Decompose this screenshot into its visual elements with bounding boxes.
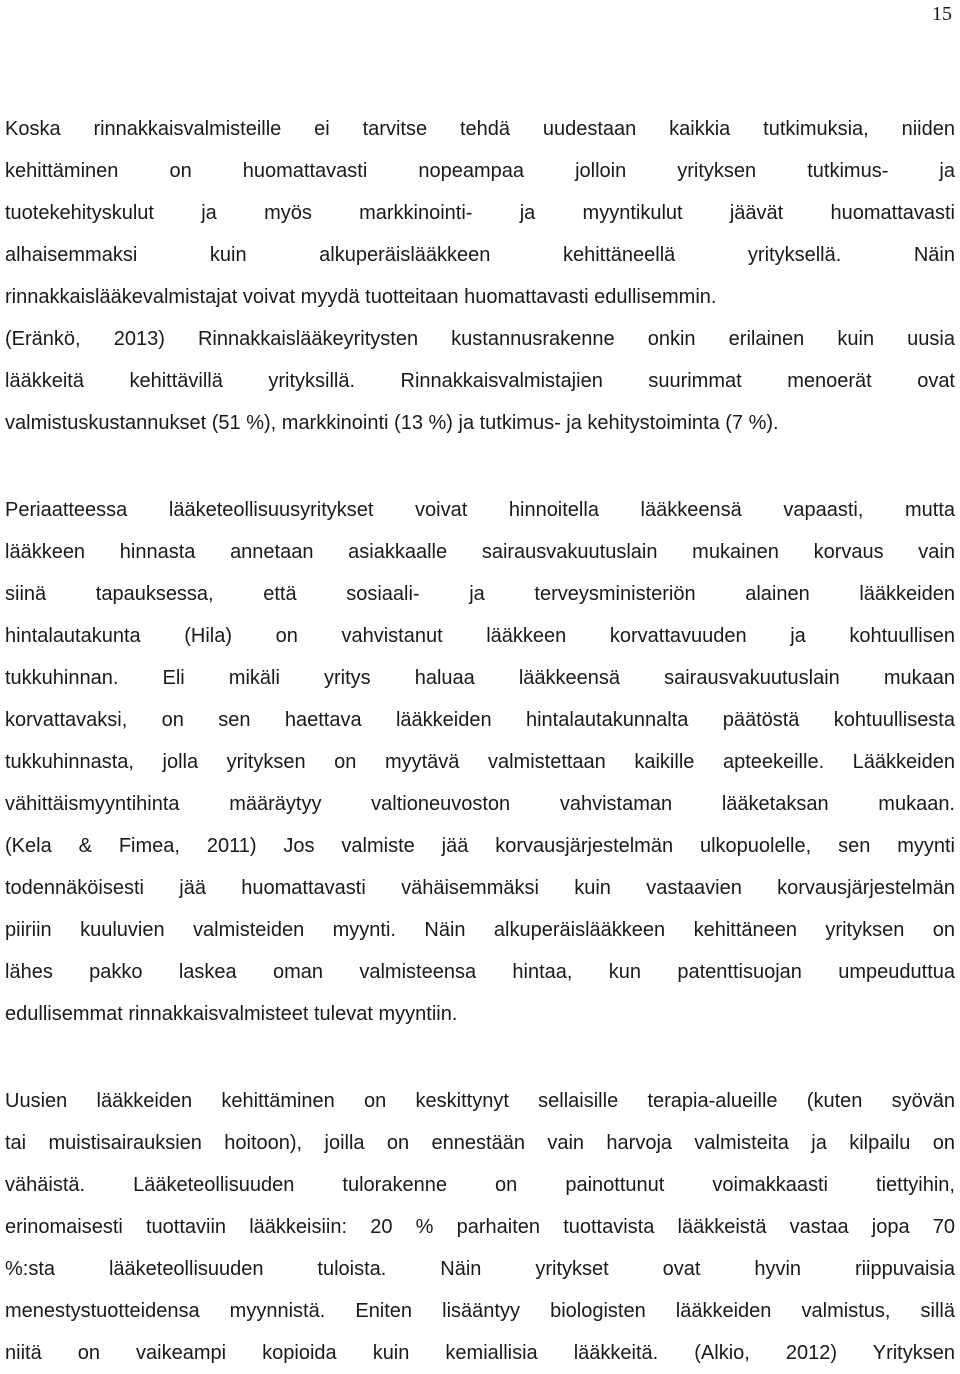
- paragraph-generics-costs: [5, 108, 955, 444]
- text-line: todennäköisesti jää huomattavasti vähäisemmäksi kuin vastaavien korvausjärjestelmän: [5, 877, 955, 899]
- text-line: menestystuotteidensa myynnistä. Eniten lisääntyy biologisten lääkkeiden valmistus, sillä: [5, 1300, 955, 1322]
- text-line: kehittäminen on huomattavasti nopeampaa jolloin yrityksen tutkimus- ja: [5, 160, 955, 182]
- text-line: (Kela & Fimea, 2011) Jos valmiste jää korvausjärjestelmän ulkopuolelle, sen myynti: [5, 835, 955, 857]
- text-line: Koska rinnakkaisvalmisteille ei tarvitse tehdä uudestaan kaikkia tutkimuksia, niiden: [5, 118, 955, 140]
- page-number: 15: [932, 3, 952, 25]
- text-line: edullisemmat rinnakkaisvalmisteet tulevat myyntiin.: [5, 1003, 458, 1025]
- text-line: niitä on vaikeampi kopioida kuin kemiallisia lääkkeitä. (Alkio, 2012) Yrityksen: [5, 1342, 955, 1364]
- text-line: alhaisemmaksi kuin alkuperäislääkkeen kehittäneellä yrityksellä. Näin: [5, 244, 955, 266]
- text-line: hintalautakunta (Hila) on vahvistanut lääkkeen korvattavuuden ja kohtuullisen: [5, 625, 955, 647]
- text-line: erinomaisesti tuottaviin lääkkeisiin: 20 % parhaiten tuottavista lääkkeistä vastaa jopa 70: [5, 1216, 955, 1238]
- paragraph-new-drugs: [5, 1080, 955, 1374]
- text-line: tai muistisairauksien hoitoon), joilla on ennestään vain harvoja valmisteita ja kilpailu on: [5, 1132, 955, 1154]
- text-line: tukkuhinnan. Eli mikäli yritys haluaa lääkkeensä sairausvakuutuslain mukaan: [5, 667, 955, 689]
- text-line: Periaatteessa lääketeollisuusyritykset voivat hinnoitella lääkkeensä vapaasti, mutta: [5, 499, 955, 521]
- text-line: vähäistä. Lääketeollisuuden tulorakenne on painottunut voimakkaasti tiettyihin,: [5, 1174, 955, 1196]
- text-line: (Eränkö, 2013) Rinnakkaislääkeyritysten kustannusrakenne onkin erilainen kuin uusia: [5, 328, 955, 350]
- text-line: lääkkeitä kehittävillä yrityksillä. Rinnakkaisvalmistajien suurimmat menoerät ovat: [5, 370, 955, 392]
- text-line: tuotekehityskulut ja myös markkinointi- ja myyntikulut jäävät huomattavasti: [5, 202, 955, 224]
- text-line: Uusien lääkkeiden kehittäminen on keskittynyt sellaisille terapia-alueille (kuten syövän: [5, 1090, 955, 1112]
- text-line: lääkkeen hinnasta annetaan asiakkaalle sairausvakuutuslain mukainen korvaus vain: [5, 541, 955, 563]
- text-line: vähittäismyyntihinta määräytyy valtioneuvoston vahvistaman lääketaksan mukaan.: [5, 793, 955, 815]
- text-line: valmistuskustannukset (51 %), markkinointi (13 %) ja tutkimus- ja kehitystoiminta (7 %).: [5, 412, 779, 434]
- text-line: rinnakkaislääkevalmistajat voivat myydä tuotteitaan huomattavasti edullisemmin.: [5, 286, 717, 308]
- text-line: tukkuhinnasta, jolla yrityksen on myytävä valmistettaan kaikille apteekeille. Lääkkeiden: [5, 751, 955, 773]
- text-line: siinä tapauksessa, että sosiaali- ja terveysministeriön alainen lääkkeiden: [5, 583, 955, 605]
- text-line: korvattavaksi, on sen haettava lääkkeiden hintalautakunnalta päätöstä kohtuullisesta: [5, 709, 955, 731]
- text-line: piiriin kuuluvien valmisteiden myynti. Näin alkuperäislääkkeen kehittäneen yrityksen on: [5, 919, 955, 941]
- text-line: %:sta lääketeollisuuden tuloista. Näin yritykset ovat hyvin riippuvaisia: [5, 1258, 955, 1280]
- text-line: lähes pakko laskea oman valmisteensa hintaa, kun patenttisuojan umpeuduttua: [5, 961, 955, 983]
- paragraph-pricing: [5, 489, 955, 1035]
